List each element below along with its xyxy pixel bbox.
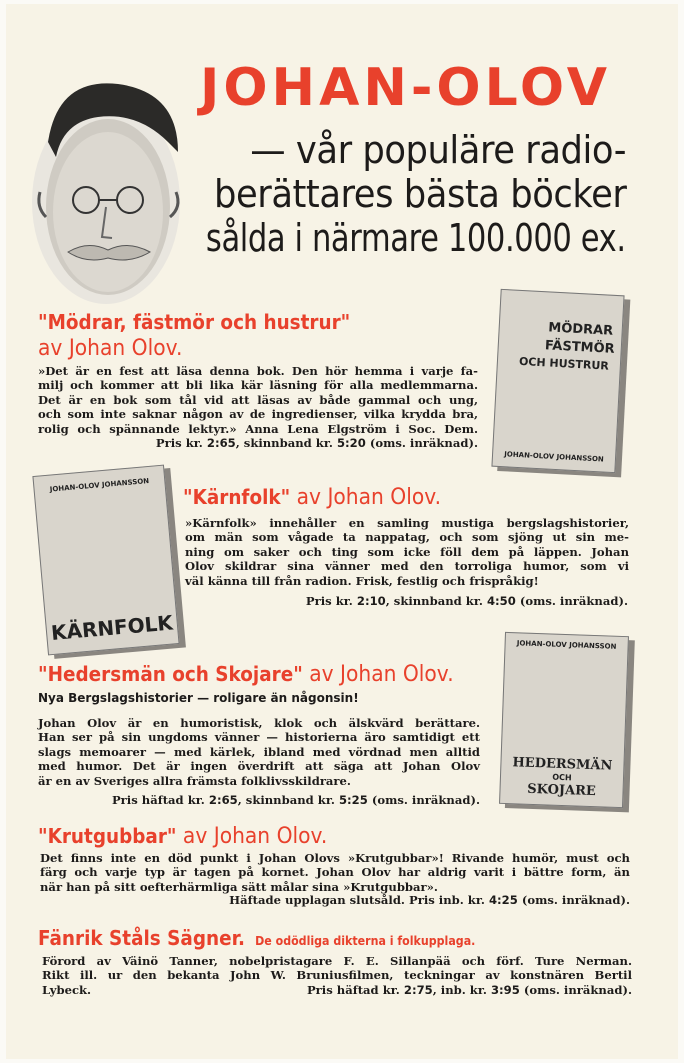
price-value: 5:20: [336, 436, 366, 450]
price-label: (oms. inräknad).: [367, 793, 480, 807]
book-cover-hedersman: [499, 632, 629, 808]
text-line: »Kärnfolk» innehåller en samling mustiga bergslagshistorier,: [185, 516, 629, 530]
title-text: "Hedersmän och Skojare": [38, 662, 303, 686]
book-description: [38, 364, 478, 436]
author-portrait: [18, 72, 193, 312]
cover-title: OCH HUSTRUR: [518, 354, 610, 373]
price-value: 4:25: [488, 893, 518, 907]
price-value: 2:65: [206, 436, 236, 450]
byline-text: av Johan Olov.: [309, 662, 454, 687]
price-label: Pris kr.: [155, 436, 203, 450]
price-label: (oms. inräknad).: [519, 983, 632, 997]
cover-title: OCH: [552, 772, 572, 783]
cover-title: HEDERSMÄN: [512, 755, 613, 774]
cover-title: SKOJARE: [526, 781, 597, 800]
price-label: Pris häftad kr.: [306, 983, 400, 997]
text-line: är en av Sveriges allra främsta folklivsskildrare.: [38, 773, 351, 788]
price-value: 3:95: [490, 983, 520, 997]
book-price: [229, 893, 630, 907]
cover-title: MÖDRAR: [547, 320, 614, 339]
book-price: [112, 793, 480, 807]
cover-title: FÄSTMÖR: [544, 338, 615, 357]
cover-author: JOHAN-OLOV JOHANSSON: [516, 639, 617, 651]
book-description: [40, 851, 630, 894]
text-line: milj och kommer att bli lika kär läsning för alla medlemmarna.: [38, 378, 478, 393]
book-price: [156, 436, 478, 450]
text-line: Lybeck.: [42, 982, 92, 997]
book-title: [183, 485, 441, 510]
text-line: rolig och spännande lektyr.» Anna Lena Elgström i Soc. Dem.: [38, 421, 478, 436]
book-description: [38, 716, 480, 788]
cover-author: JOHAN-OLOV JOHANSSON: [504, 450, 604, 464]
book-tagline: De odödliga dikterna i folkupplaga.: [255, 934, 476, 948]
byline-text: av Johan Olov.: [38, 336, 183, 361]
book-title: [38, 662, 454, 687]
text-line: Han ser på sin ungdoms vänner — historierna äro samtidigt ett: [38, 730, 480, 745]
text-line: och som inte saknar någon av de ingredienser, vilka krydda bra,: [38, 407, 478, 422]
title-text: "Kärnfolk": [183, 485, 291, 509]
text-line: när han på sitt oefterhärmliga sätt målar sina »Krutgubbar».: [40, 879, 438, 894]
text-line: Förord av Väinö Tanner, nobelpristagare F. E. Sillanpää och förf. Ture Nerman.: [42, 954, 632, 968]
price-label: , inb. kr.: [432, 983, 487, 997]
book-title: [38, 926, 475, 950]
subtitle-line: berättares bästa böcker: [213, 172, 626, 216]
subtitle-line: sålda i närmare 100.000 ex.: [206, 216, 626, 260]
text-line: Johan Olov är en humoristisk, klok och älskvärd berättare.: [38, 716, 480, 730]
book-tagline: Nya Bergslagshistorier — roligare än någonsin!: [38, 691, 359, 705]
book-byline: [38, 336, 182, 361]
headline-title: JOHAN-OLOV: [200, 58, 611, 118]
title-text: Fänrik Ståls Sägner.: [38, 926, 246, 950]
text-line: färg och varje typ är tagen på kornet. Johan Olov har aldrig varit i bättre form, än: [40, 865, 630, 880]
book-cover-karnfolk: [32, 465, 179, 656]
subtitle-line: — vår populäre radio-: [250, 128, 626, 172]
price-value: 5:25: [338, 793, 368, 807]
book-title: [38, 824, 327, 849]
text-line: Rikt ill. ur den bekanta John W. Bruniusfilmen, teckningar av konstnären Bertil: [42, 968, 632, 983]
byline-text: av Johan Olov.: [296, 485, 442, 510]
text-line: Det är en bok som tål vid att läsas av både gammal och ung,: [38, 392, 478, 407]
price-value: 2:65: [208, 793, 238, 807]
text-line: med humor. Det är ingen överdrift att säga att Johan Olov: [38, 759, 480, 774]
text-line: om män som vågade ta nappatag, och som sjöng ut sin me-: [185, 530, 629, 545]
book-price: [306, 594, 628, 608]
price-label: , skinnband kr.: [237, 793, 335, 807]
price-label: (oms. inräknad).: [517, 893, 630, 907]
price-label: , skinnband kr.: [235, 436, 333, 450]
text-line: Olov skildrar sina vänner med den torroliga humor, som vi: [185, 559, 629, 574]
price-label: (oms. inräknad).: [515, 594, 628, 608]
price-label: , skinnband kr.: [385, 594, 483, 608]
book-cover-modrar: [491, 289, 624, 473]
price-label: Häftade upplagan slutsåld. Pris inb. kr.: [229, 893, 485, 907]
text-line: slags memoarer — med kärlek, ibland med vördnad men alltid: [38, 744, 480, 759]
title-text: "Krutgubbar": [38, 824, 177, 848]
price-label: Pris häftad kr.: [111, 793, 205, 807]
cover-author: JOHAN-OLOV JOHANSSON: [49, 476, 150, 494]
book-description: [185, 516, 629, 588]
price-value: 2:75: [403, 983, 433, 997]
price-value: 4:50: [486, 594, 516, 608]
book-price: [307, 983, 632, 997]
text-line: Det finns inte en död punkt i Johan Olovs »Krutgubbar»! Rivande humör, must och: [40, 851, 630, 865]
text-line: ning om saker och ting som icke föll dem på läppen. Johan: [185, 544, 629, 559]
price-label: (oms. inräknad).: [365, 436, 478, 450]
book-title: "Mödrar, fästmör och hustrur": [38, 310, 351, 334]
cover-title: KÄRNFOLK: [50, 610, 174, 646]
text-line: väl känna till från radion. Frisk, festlig och frispråkig!: [185, 573, 539, 588]
text-line: »Det är en fest att läsa denna bok. Den hör hemma i varje fa-: [38, 364, 478, 378]
byline-text: av Johan Olov.: [182, 824, 328, 849]
price-value: 2:10: [356, 594, 386, 608]
price-label: Pris kr.: [305, 594, 353, 608]
